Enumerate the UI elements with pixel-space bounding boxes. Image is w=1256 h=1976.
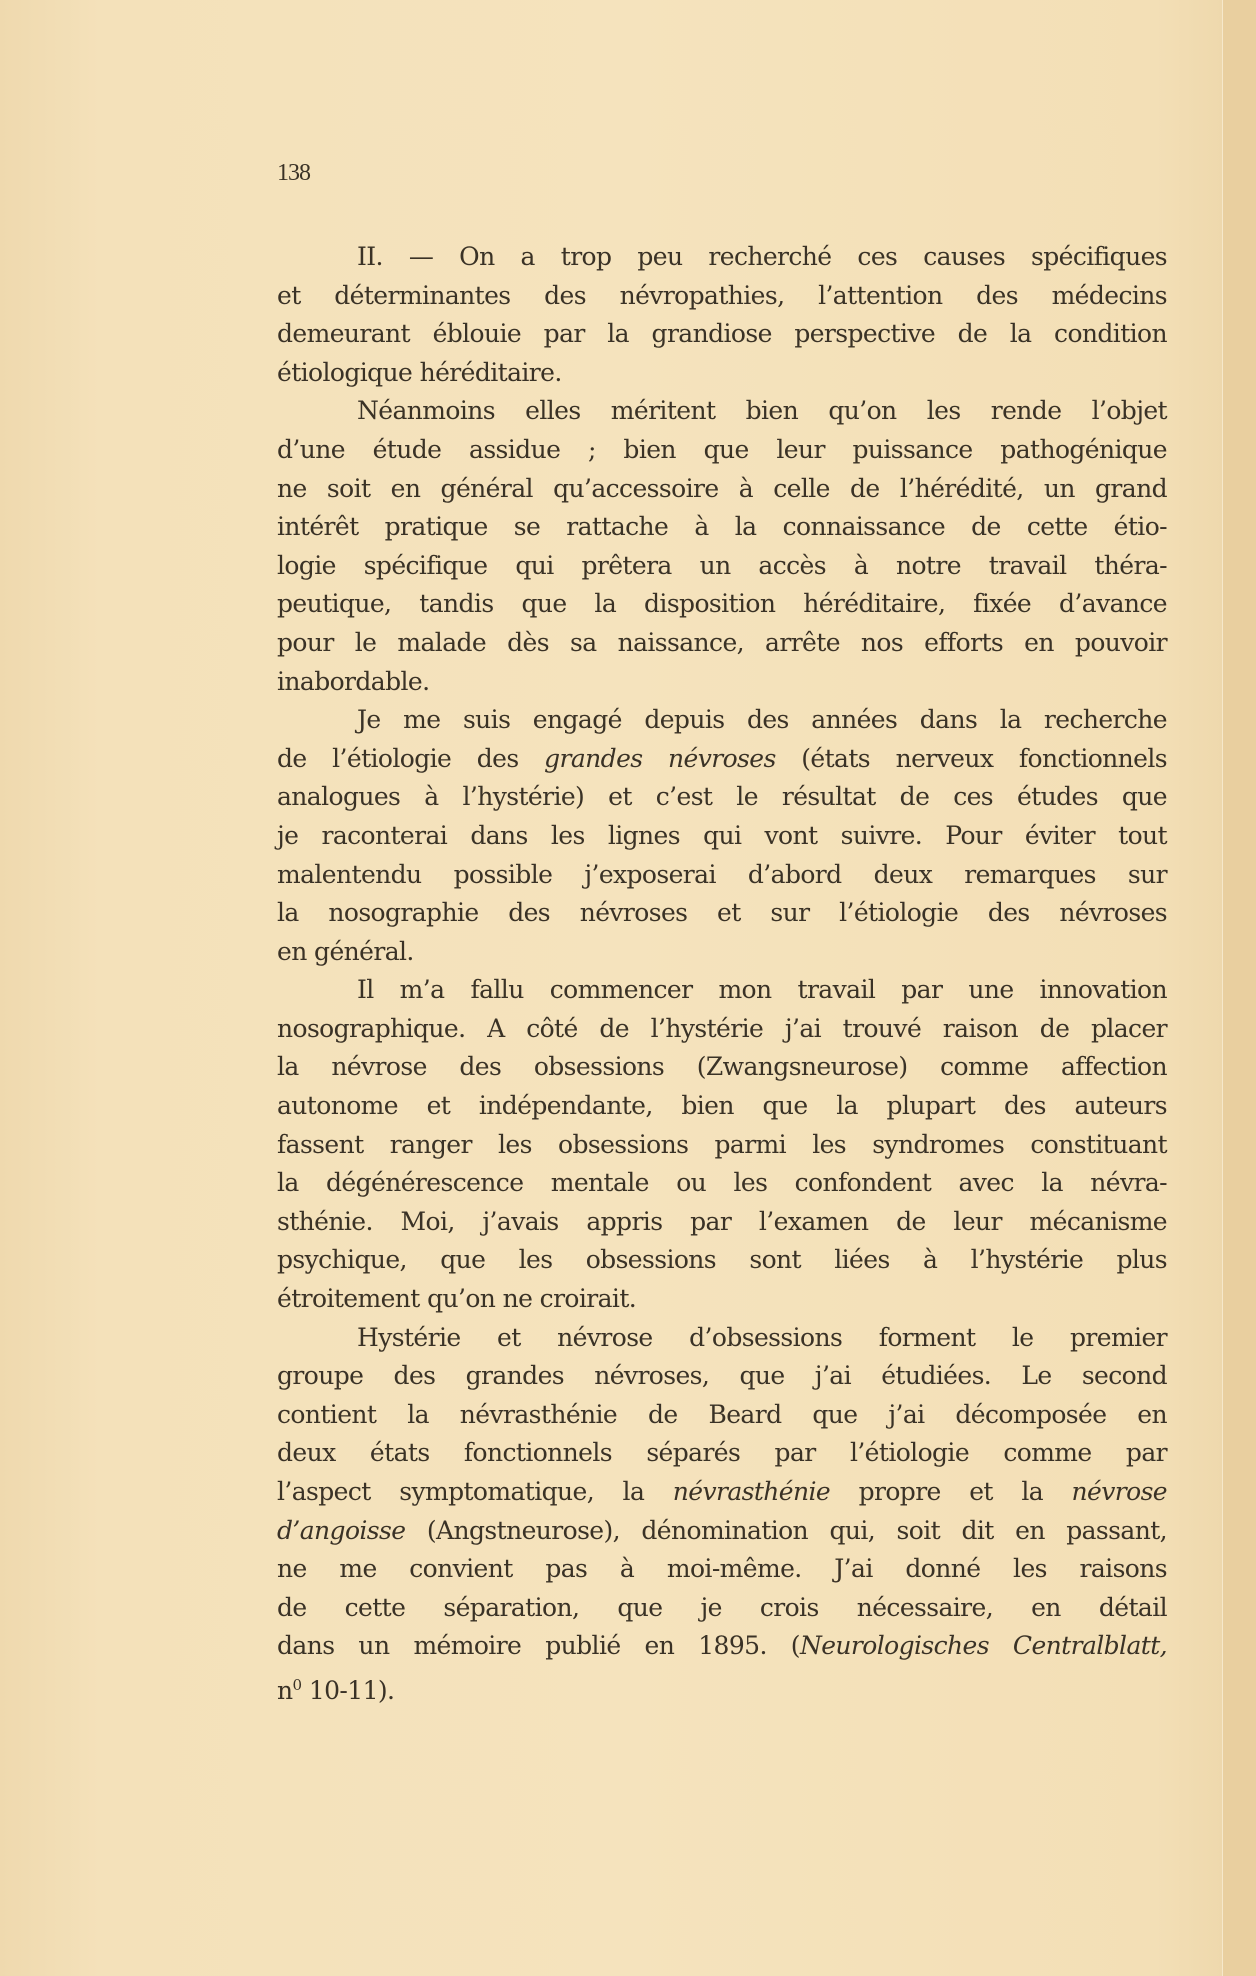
text-segment: inabordable. — [277, 666, 430, 696]
text-line — [277, 277, 1167, 316]
text-segment: autonome et indépendante, bien que la plupart des auteurs — [277, 1091, 1167, 1121]
text-segment: je raconterai dans les lignes qui vont suivre. Pour éviter tout — [277, 820, 1167, 850]
italic-text: névrasthénie — [672, 1477, 831, 1506]
page-edge-shade — [1223, 0, 1256, 1976]
text-segment: de cette séparation, que je crois nécessaire, en détail — [277, 1592, 1167, 1622]
text-segment: dans un mémoire publié en 1895. ( — [277, 1631, 800, 1661]
text-segment: la nosographie des névroses et sur l’étiologie des névroses — [277, 898, 1167, 928]
text-segment: pour le malade dès sa naissance, arrête nos efforts en pouvoir — [277, 627, 1167, 657]
italic-text: névrose — [1071, 1477, 1167, 1506]
text-segment: fassent ranger les obsessions parmi les syndromes constituant — [277, 1129, 1167, 1159]
text-segment: la dégénérescence mentale ou les confondent avec la névra- — [277, 1168, 1167, 1198]
italic-text: d’angoisse — [277, 1515, 406, 1545]
text-segment: ne me convient pas à moi-même. J’ai donné les raisons — [277, 1554, 1167, 1584]
text-segment: Je me suis engagé depuis des années dans la recherche — [357, 705, 1167, 735]
text-segment: malentendu possible j’exposerai d’abord deux remarques sur — [277, 859, 1167, 889]
text-line — [277, 547, 1167, 586]
text-line — [277, 585, 1167, 624]
text-segment: étroitement qu’on ne croirait. — [277, 1284, 637, 1314]
text-line — [277, 315, 1167, 354]
text-segment: en général. — [277, 936, 414, 966]
text-segment: propre et la — [830, 1477, 1072, 1506]
text-segment: Néanmoins elles méritent bien qu’on les rende l’objet — [357, 396, 1167, 426]
text-line — [277, 1473, 1167, 1512]
text-segment: 10-11). — [301, 1675, 395, 1705]
text-line — [277, 508, 1167, 547]
text-line — [277, 1010, 1167, 1049]
text-segment: n — [277, 1675, 293, 1705]
text-line — [277, 1241, 1167, 1280]
text-segment: peutique, tandis que la disposition héréditaire, fixée d’avance — [277, 589, 1167, 619]
text-segment: demeurant éblouie par la grandiose perspective de la condition — [277, 319, 1167, 349]
text-line — [277, 1087, 1167, 1126]
text-segment: (Angstneurose), dénomination qui, soit dit en passant, — [405, 1515, 1167, 1545]
text-segment: Hystérie et névrose d’obsessions forment le premier — [357, 1322, 1167, 1352]
text-line — [277, 624, 1167, 663]
text-segment: et déterminantes des névropathies, l’attention des médecins — [277, 280, 1167, 310]
text-line — [277, 238, 1167, 277]
text-line — [277, 856, 1167, 895]
text-line — [277, 1589, 1167, 1628]
text-line — [277, 1434, 1167, 1473]
text-line — [277, 354, 1167, 393]
text-segment: deux états fonctionnels séparés par l’étiologie comme par — [277, 1438, 1167, 1468]
italic-text: Neurologisches Centralblatt, — [799, 1631, 1167, 1661]
text-segment: de l’étiologie des — [277, 743, 545, 773]
text-line — [277, 1048, 1167, 1087]
text-segment: intérêt pratique se rattache à la connaissance de cette étio- — [277, 512, 1167, 542]
text-segment: analogues à l’hystérie) et c’est le résultat de ces études que — [277, 782, 1167, 812]
text-line — [277, 701, 1167, 740]
text-line — [277, 431, 1167, 470]
text-line — [277, 778, 1167, 817]
text-line — [277, 1627, 1167, 1666]
text-segment: contient la névrasthénie de Beard que j’ai décomposée en — [277, 1399, 1167, 1429]
text-segment: d’une étude assidue ; bien que leur puissance pathogénique — [277, 434, 1167, 464]
superscript-text: 0 — [292, 1675, 302, 1694]
text-segment: étiologique héréditaire. — [277, 357, 562, 387]
text-line — [277, 1357, 1167, 1396]
text-line — [277, 1512, 1167, 1551]
text-line — [277, 894, 1167, 933]
text-line — [277, 933, 1167, 972]
text-segment: psychique, que les obsessions sont liées à l’hystérie plus — [277, 1245, 1167, 1275]
body-text — [277, 238, 1167, 1705]
text-line — [277, 1280, 1167, 1319]
text-line — [277, 470, 1167, 509]
text-line — [277, 740, 1167, 779]
text-line — [277, 971, 1167, 1010]
text-segment: ne soit en général qu’accessoire à celle de l’hérédité, un grand — [277, 473, 1167, 503]
text-segment: (états nerveux fonctionnels — [775, 743, 1167, 773]
text-segment: logie spécifique qui prêtera un accès à notre travail théra- — [277, 550, 1167, 580]
text-segment: Il m’a fallu commencer mon travail par une innovation — [357, 975, 1167, 1005]
text-segment: groupe des grandes névroses, que j’ai étudiées. Le second — [277, 1361, 1167, 1391]
text-line — [277, 1126, 1167, 1165]
text-line — [277, 1396, 1167, 1435]
text-line — [277, 1203, 1167, 1242]
text-line — [277, 1319, 1167, 1358]
text-line — [277, 1550, 1167, 1589]
text-segment: nosographique. A côté de l’hystérie j’ai trouvé raison de placer — [277, 1013, 1167, 1043]
text-line — [277, 663, 1167, 702]
text-line — [277, 392, 1167, 431]
text-line — [277, 817, 1167, 856]
text-line — [277, 1666, 1167, 1705]
italic-text: grandes névroses — [544, 743, 776, 773]
text-segment: II. — On a trop peu recherché ces causes spécifiques — [357, 242, 1167, 271]
text-line — [277, 1164, 1167, 1203]
text-segment: la névrose des obsessions (Zwangsneurose) comme affection — [277, 1052, 1167, 1082]
text-segment: sthénie. Moi, j’avais appris par l’examen de leur mécanisme — [277, 1206, 1167, 1236]
text-segment: l’aspect symptomatique, la — [277, 1477, 673, 1506]
page-number: 138 — [277, 160, 310, 186]
